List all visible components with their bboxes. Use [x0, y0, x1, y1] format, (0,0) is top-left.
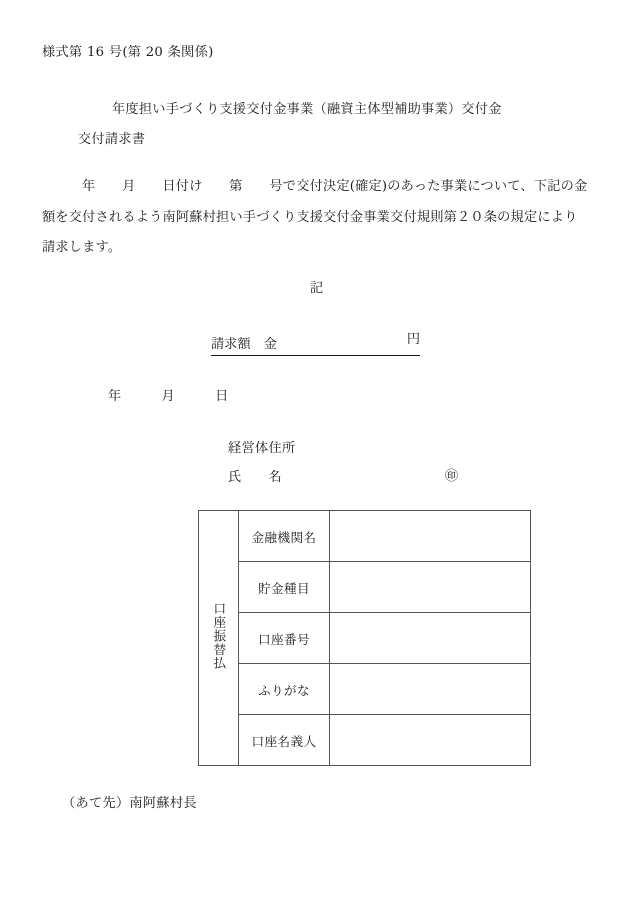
addressee-line: （あて先）南阿蘇村長 — [62, 796, 197, 811]
account-row-value-account-number[interactable] — [330, 613, 531, 664]
document-title-line-2: 交付請求書 — [78, 132, 146, 147]
body-paragraph-line-1: 年 月 日付け 第 号で交付決定(確定)のあった事業について、下記の金 — [82, 179, 588, 194]
table-row — [199, 664, 531, 715]
account-row-label-deposit-type: 貯金種目 — [239, 562, 330, 613]
account-row-label-furigana: ふりがな — [239, 664, 330, 715]
vertical-header-text: 口座振替払 — [211, 602, 227, 670]
account-row-label-account-number: 口座番号 — [239, 613, 330, 664]
ki-section-marker: 記 — [310, 281, 324, 296]
applicant-address-label: 経営体住所 — [228, 441, 296, 456]
account-row-value-bank-name[interactable] — [330, 511, 531, 562]
account-row-label-bank-name: 金融機関名 — [239, 511, 330, 562]
form-number: 様式第 16 号(第 20 条関係) — [42, 45, 214, 60]
applicant-name-label: 氏 名 — [228, 470, 282, 485]
account-table-vertical-header — [199, 511, 239, 766]
body-paragraph-line-3: 請求します。 — [42, 240, 122, 255]
claim-amount-row — [211, 333, 420, 356]
request-date-line: 年 月 日 — [108, 389, 229, 404]
claim-amount-unit: 円 — [406, 332, 420, 347]
claim-amount-label: 請求額 金 — [211, 337, 277, 352]
table-row — [199, 511, 531, 562]
seal-stamp-icon: ㊞ — [445, 469, 459, 484]
bank-account-table — [198, 510, 531, 766]
account-row-label-account-holder: 口座名義人 — [239, 715, 330, 766]
table-row — [199, 715, 531, 766]
account-row-value-deposit-type[interactable] — [330, 562, 531, 613]
account-row-value-furigana[interactable] — [330, 664, 531, 715]
table-row — [199, 613, 531, 664]
table-row — [199, 562, 531, 613]
body-paragraph-line-2: 額を交付されるよう南阿蘇村担い手づくり支援交付金事業交付規則第２０条の規定により — [42, 210, 578, 225]
document-title-line-1: 年度担い手づくり支援交付金事業（融資主体型補助事業）交付金 — [112, 102, 502, 117]
account-row-value-account-holder[interactable] — [330, 715, 531, 766]
